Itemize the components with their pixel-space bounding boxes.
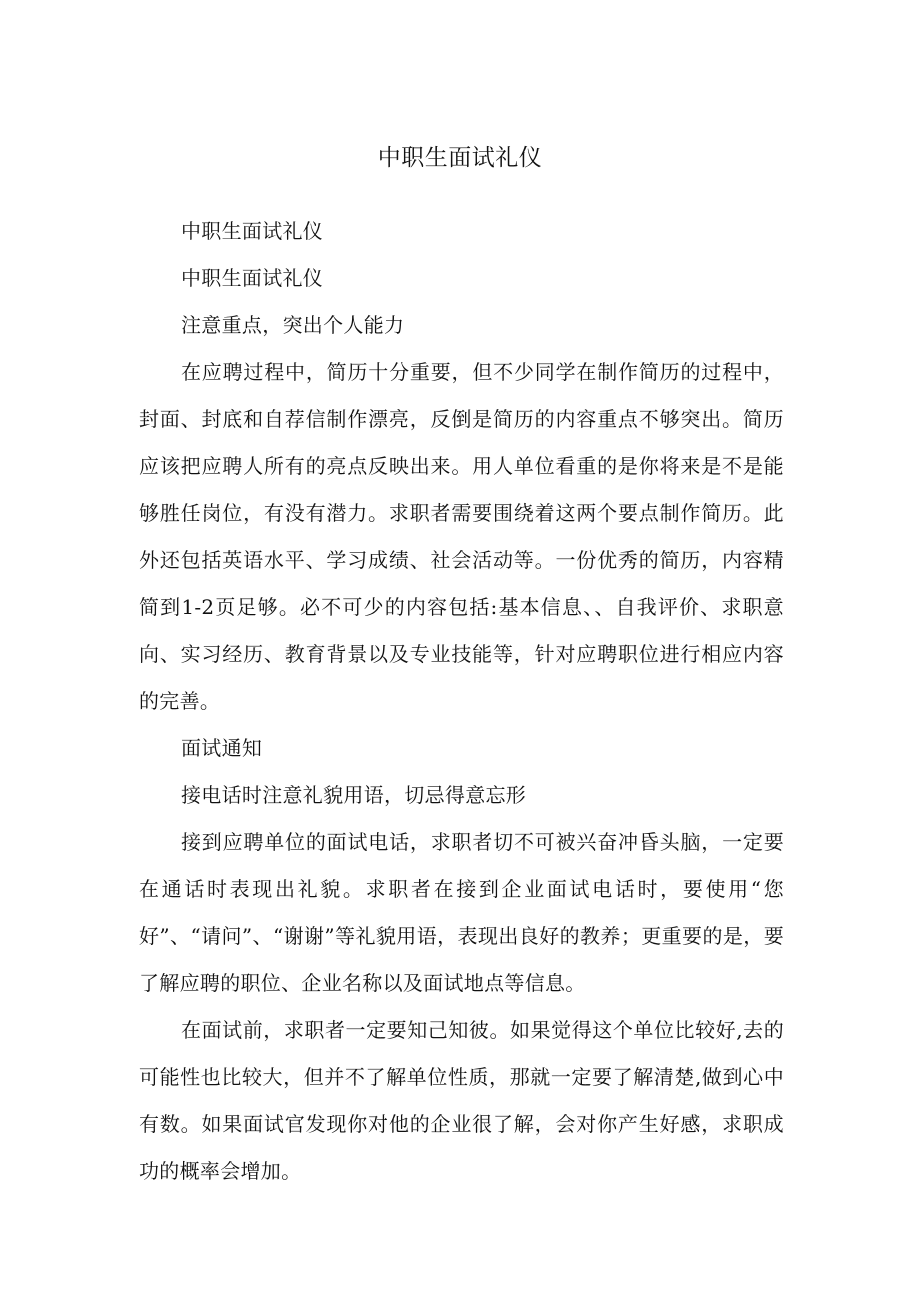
paragraph-know-company: 在面试前，求职者一定要知己知彼。如果觉得这个单位比较好,去的可能性也比较大，但并不了解单位性质，那就一定要了解清楚,做到心中有数。如果面试官发现你对他的企业很了解，会对你产生好感，求职成功的概率会增加。 (139, 1018, 784, 1183)
section-heading-highlight-ability: 注意重点，突出个人能力 (181, 313, 405, 337)
paragraph-heading-2: 中职生面试礼仪 (181, 266, 324, 290)
section-heading-phone-etiquette: 接电话时注意礼貌用语，切忌得意忘形 (181, 783, 527, 807)
paragraph-heading-1: 中职生面试礼仪 (181, 219, 324, 243)
paragraph-resume: 在应聘过程中，简历十分重要，但不少同学在制作简历的过程中，封面、封底和自荐信制作漂亮，反倒是简历的内容重点不够突出。简历应该把应聘人所有的亮点反映出来。用人单位看重的是你将来是不是能够胜任岗位，有没有潜力。求职者需要围绕着这两个要点制作简历。此外还包括英语水平、学习成绩、社会活动等。一份优秀的简历，内容精简到1-2页足够。必不可少的内容包括:基本信息、、自我评价、求职意向、实习经历、教育背景以及专业技能等，针对应聘职位进行相应内容的完善。 (139, 360, 784, 713)
paragraph-phone-call: 接到应聘单位的面试电话，求职者切不可被兴奋冲昏头脑，一定要在通话时表现出礼貌。求职者在接到企业面试电话时，要使用“您好”、“请问”、“谢谢”等礼貌用语，表现出良好的教养；更重要的是，要了解应聘的职位、企业名称以及面试地点等信息。 (139, 830, 784, 995)
section-heading-interview-notice: 面试通知 (181, 736, 263, 760)
document-title: 中职生面试礼仪 (377, 145, 543, 171)
document-body (139, 208, 784, 1195)
